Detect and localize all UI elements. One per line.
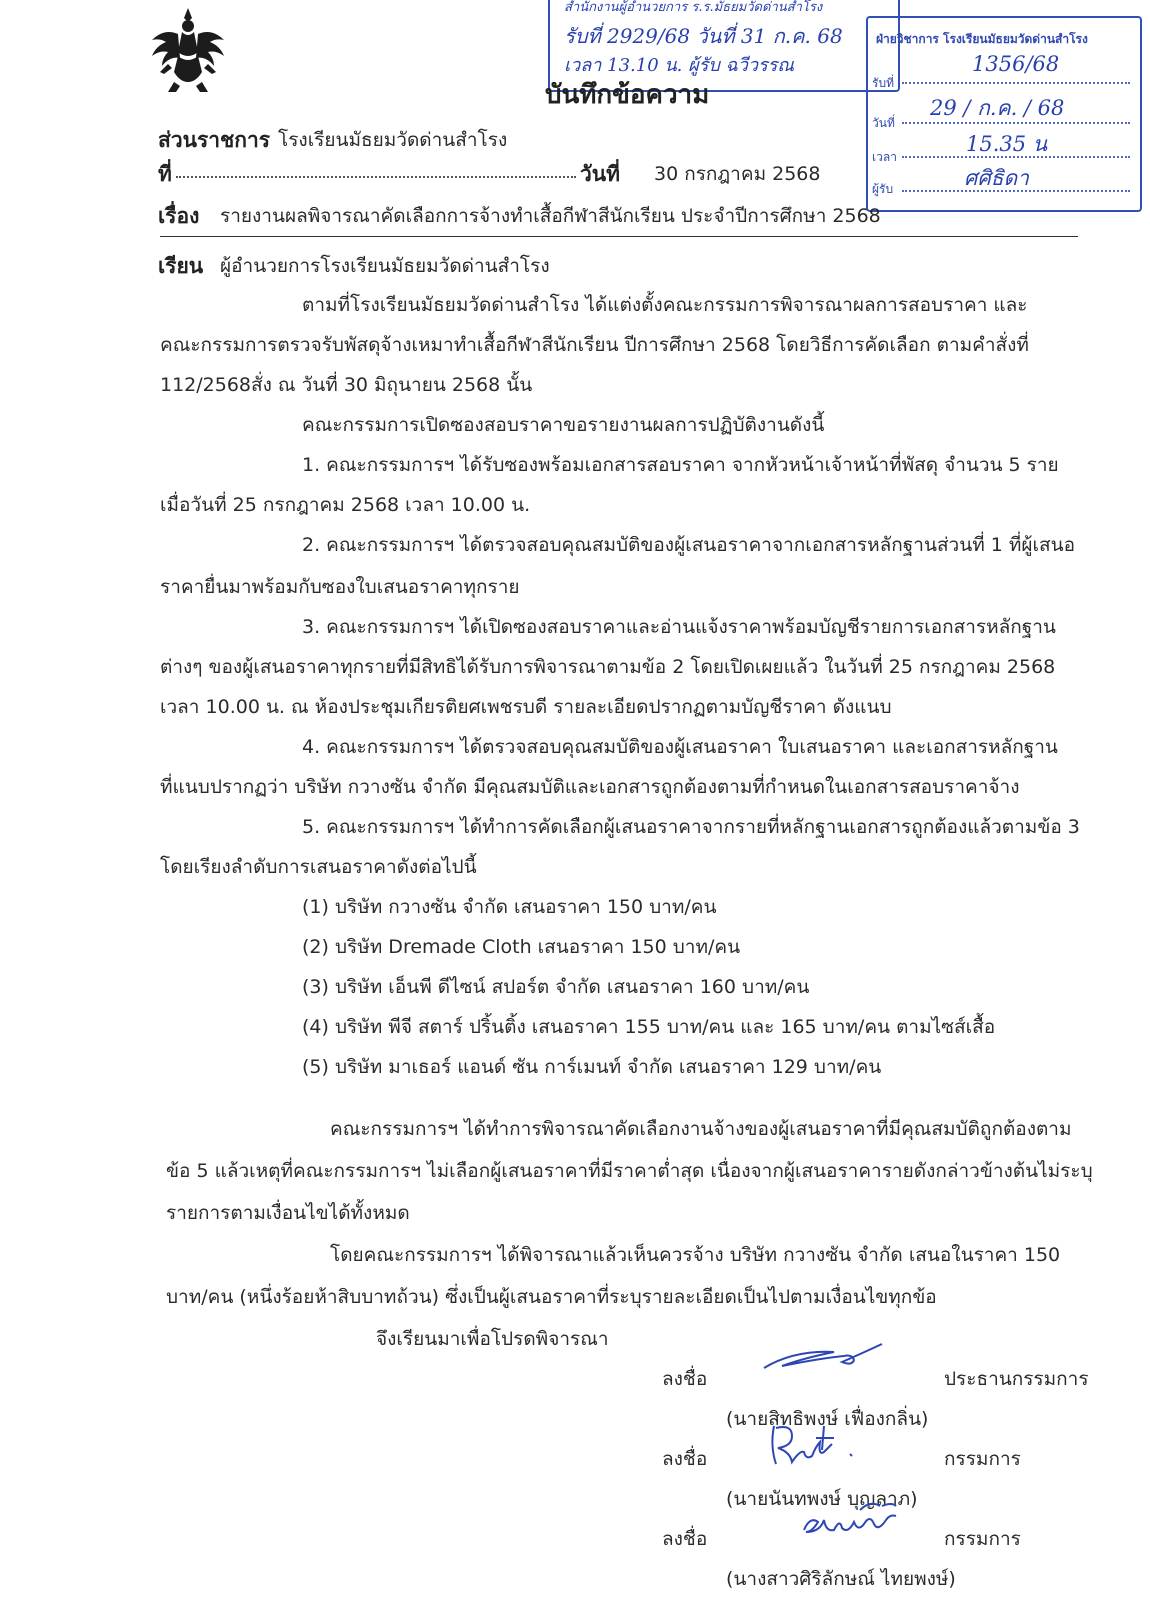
item-3-line-3: เวลา 10.00 น. ณ ห้องประชุมเกียรติยศเพชรบดี รายละเอียดปรากฏตามบัญชีราคา ดังแนบ [160,696,892,718]
paragraph-4-line-2: บาท/คน (หนึ่งร้อยห้าสิบบาทถ้วน) ซึ่งเป็นผู้เสนอราคาที่ระบุรายละเอียดเป็นไปตามเงื่อนไขทุกข้อ [166,1286,937,1308]
bid-item-4: (4) บริษัท พีจี สตาร์ ปริ้นติ้ง เสนอราคา 155 บาท/คน และ 165 บาท/คน ตามไซส์เสื้อ [302,1016,996,1038]
stamp-top-line2: รับที่ 2929/68 วันที่ 31 ก.ค. 68 [564,24,843,48]
item-3-line-1: 3. คณะกรรมการฯ ได้เปิดซองสอบราคาและอ่านแจ้งราคาพร้อมบัญชีรายการเอกสารหลักฐาน [302,616,1056,638]
bid-item-5: (5) บริษัท มาเธอร์ แอนด์ ซัน การ์เมนท์ จำกัด เสนอราคา 129 บาท/คน [302,1056,882,1078]
signature-3-name: (นางสาวศิริลักษณ์ ไทยพงษ์) [726,1568,956,1590]
item-2-line-2: ราคายื่นมาพร้อมกับซองใบเสนอราคาทุกราย [160,576,520,598]
signature-2-role: กรรมการ [944,1448,1021,1470]
stamp-right-time-value: 15.35 น [966,132,1048,156]
garuda-emblem-icon [148,4,228,96]
signature-2-label: ลงชื่อ [662,1448,708,1470]
signature-3-role: กรรมการ [944,1528,1021,1550]
bid-item-2: (2) บริษัท Dremade Cloth เสนอราคา 150 บาท/คน [302,936,741,958]
stamp-right-date-label: วันที่ [872,116,895,130]
subject-label: เรื่อง [158,204,200,228]
agency-value: โรงเรียนมัธยมวัดด่านสำโรง [278,129,508,151]
signature-2-handwriting [764,1420,874,1468]
signature-1-label: ลงชื่อ [662,1368,708,1390]
ref-dotted-line [176,176,576,178]
paragraph-1-line-1: ตามที่โรงเรียนมัธยมวัดด่านสำโรง ได้แต่งตั้งคณะกรรมการพิจารณาผลการสอบราคา และ [302,294,1028,316]
paragraph-1-line-2: คณะกรรมการตรวจรับพัสดุจ้างเหมาทำเสื้อกีฬาสีนักเรียน ปีการศึกษา 2568 โดยวิธีการคัดเลือก ตามคำสั่งที่ [160,334,1029,356]
bid-item-1: (1) บริษัท กวางซัน จำกัด เสนอราคา 150 บาท/คน [302,896,717,918]
paragraph-2: คณะกรรมการเปิดซองสอบราคาขอรายงานผลการปฏิบัติงานดังนี้ [302,414,825,436]
to-value: ผู้อำนวยการโรงเรียนมัธยมวัดด่านสำโรง [220,255,550,277]
item-4-line-2: ที่แนบปรากฏว่า บริษัท กวางซัน จำกัด มีคุณสมบัติและเอกสารถูกต้องตามที่กำหนดในเอกสารสอบราคาจ้าง [160,776,1020,798]
paragraph-3-line-2: ข้อ 5 แล้วเหตุที่คณะกรรมการฯ ไม่เลือกผู้เสนอราคาที่มีราคาต่ำสุด เนื่องจากผู้เสนอราคารายดังกล่าวข้างต้นไม่ระบุ [166,1160,1093,1182]
stamp-top-line1: สำนักงานผู้อำนวยการ ร.ร.มัธยมวัดด่านสำโรง [564,0,823,15]
subject-divider [160,236,1078,237]
stamp-right-receiver-value: ศศิธิดา [964,166,1029,190]
stamp-right-no-value: 1356/68 [972,52,1060,76]
stamp-right-title: ฝ่ายวิชาการ โรงเรียนมัธยมวัดด่านสำโรง [876,32,1088,46]
signature-1-role: ประธานกรรมการ [944,1368,1089,1390]
signature-2-name: (นายนันทพงษ์ บุญลาภ) [726,1488,918,1510]
closing-line: จึงเรียนมาเพื่อโปรดพิจารณา [376,1328,609,1350]
signature-3-label: ลงชื่อ [662,1528,708,1550]
stamp-top-line3: เวลา 13.10 น. ผู้รับ ฉวีวรรณ [564,55,794,76]
stamp-right-receiver-label: ผู้รับ [872,182,894,196]
stamp-right-date-value: 29 / ก.ค. / 68 [930,96,1065,120]
paragraph-3-line-3: รายการตามเงื่อนไขได้ทั้งหมด [166,1202,410,1224]
subject-value: รายงานผลพิจารณาคัดเลือกการจ้างทำเสื้อกีฬาสีนักเรียน ประจำปีการศึกษา 2568 [220,205,881,227]
item-4-line-1: 4. คณะกรรมการฯ ได้ตรวจสอบคุณสมบัติของผู้เสนอราคา ใบเสนอราคา และเอกสารหลักฐาน [302,736,1058,758]
date-label: วันที่ [580,162,620,186]
item-1-line-1: 1. คณะกรรมการฯ ได้รับซองพร้อมเอกสารสอบราคา จากหัวหน้าเจ้าหน้าที่พัสดุ จำนวน 5 ราย [302,454,1059,476]
item-5-line-2: โดยเรียงลำดับการเสนอราคาดังต่อไปนี้ [160,856,477,878]
receipt-stamp-right [866,16,1142,212]
agency-label: ส่วนราชการ [158,128,271,152]
date-value: 30 กรกฎาคม 2568 [654,163,821,185]
item-1-line-2: เมื่อวันที่ 25 กรกฎาคม 2568 เวลา 10.00 น. [160,494,531,516]
item-5-line-1: 5. คณะกรรมการฯ ได้ทำการคัดเลือกผู้เสนอราคาจากรายที่หลักฐานเอกสารถูกต้องแล้วตามข้อ 3 [302,816,1080,838]
ref-label: ที่ [158,162,172,186]
to-label: เรียน [158,254,204,278]
stamp-right-time-label: เวลา [872,150,897,164]
signature-1-handwriting [760,1336,888,1382]
paragraph-1-line-3: 112/2568สั่ง ณ วันที่ 30 มิถุนายน 2568 นั้น [160,374,533,396]
paragraph-3-line-1: คณะกรรมการฯ ได้ทำการพิจารณาคัดเลือกงานจ้างของผู้เสนอราคาที่มีคุณสมบัติถูกต้องตาม [330,1118,1072,1140]
paragraph-4-line-1: โดยคณะกรรมการฯ ได้พิจารณาแล้วเห็นควรจ้าง บริษัท กวางซัน จำกัด เสนอในราคา 150 [330,1244,1061,1266]
signature-1-name: (นายสิทธิพงษ์ เฟื่องกลิ่น) [726,1408,929,1430]
memo-title: บันทึกข้อความ [545,80,710,110]
bid-item-3: (3) บริษัท เอ็นพี ดีไซน์ สปอร์ต จำกัด เสนอราคา 160 บาท/คน [302,976,810,998]
signature-3-handwriting [800,1500,920,1546]
item-3-line-2: ต่างๆ ของผู้เสนอราคาทุกรายที่มีสิทธิได้รับการพิจารณาตามข้อ 2 โดยเปิดเผยแล้ว ในวันที่ 25 กรกฎาคม 2568 [160,656,1056,678]
stamp-right-no-label: รับที่ [872,76,894,90]
item-2-line-1: 2. คณะกรรมการฯ ได้ตรวจสอบคุณสมบัติของผู้เสนอราคาจากเอกสารหลักฐานส่วนที่ 1 ที่ผู้เสนอ [302,534,1076,556]
